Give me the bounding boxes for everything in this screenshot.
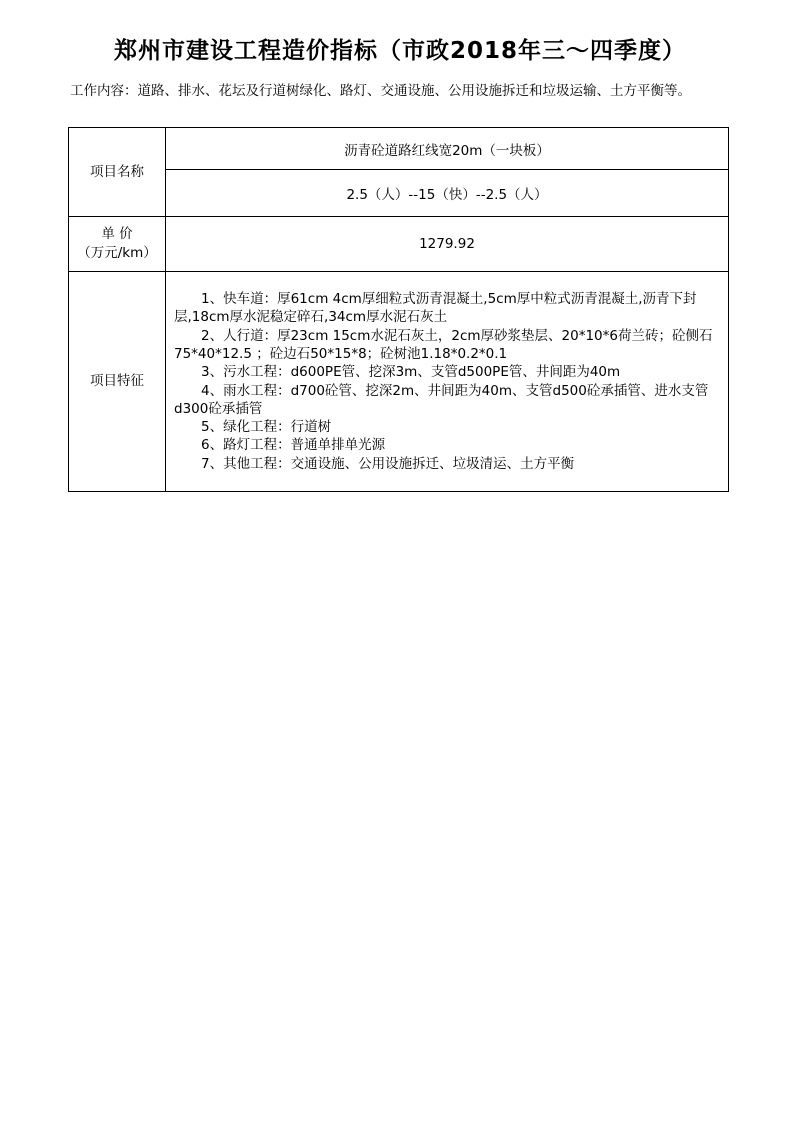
work-content-intro: 工作内容：道路、排水、花坛及行道树绿化、路灯、交通设施、公用设施拆迁和垃圾运输、土方平衡等。 [70, 83, 691, 99]
table-row-project-name-2 [69, 170, 729, 217]
unit-price-label [69, 217, 166, 272]
features-list [166, 280, 728, 483]
feature-item: 1、快车道：厚61cm 4cm厚细粒式沥青混凝土,5cm厚中粒式沥青混凝土,沥青下封层,18cm厚水泥稳定碎石,34cm厚水泥石灰土 [174, 291, 697, 326]
table-row-project-name-1 [69, 128, 729, 170]
feature-item: 7、其他工程：交通设施、公用设施拆迁、垃圾清运、土方平衡 [201, 455, 575, 472]
cost-index-table [68, 127, 729, 492]
features-cell [166, 272, 729, 492]
unit-price-label-line2: （万元/km） [77, 245, 157, 261]
unit-price-value: 1279.92 [166, 217, 729, 272]
feature-item: 3、污水工程：d600PE管、挖深3m、支管d500PE管、井间距为40m [201, 364, 621, 381]
unit-price-label-line1: 单 价 [101, 226, 133, 242]
page-title: 郑州市建设工程造价指标（市政2018年三～四季度） [113, 38, 686, 64]
project-name-label: 项目名称 [69, 128, 166, 217]
feature-item: 4、雨水工程：d700砼管、挖深2m、井间距为40m、支管d500砼承插管、进水支管d300砼承插管 [174, 382, 709, 417]
project-name-line1: 沥青砼道路红线宽20m（一块板） [166, 128, 729, 170]
feature-item: 5、绿化工程：行道树 [201, 419, 332, 436]
table-row-features [69, 272, 729, 492]
table-row-unit-price [69, 217, 729, 272]
project-name-line2: 2.5（人）--15（快）--2.5（人） [166, 170, 729, 217]
feature-item: 6、路灯工程：普通单排单光源 [201, 437, 386, 454]
feature-item: 2、人行道：厚23cm 15cm水泥石灰土，2cm厚砂浆垫层、20*10*6荷兰砖；砼侧石75*40*12.5 ；砼边石50*15*8；砼树池1.18*0.2*0.1 [174, 327, 713, 362]
features-label: 项目特征 [69, 272, 166, 492]
